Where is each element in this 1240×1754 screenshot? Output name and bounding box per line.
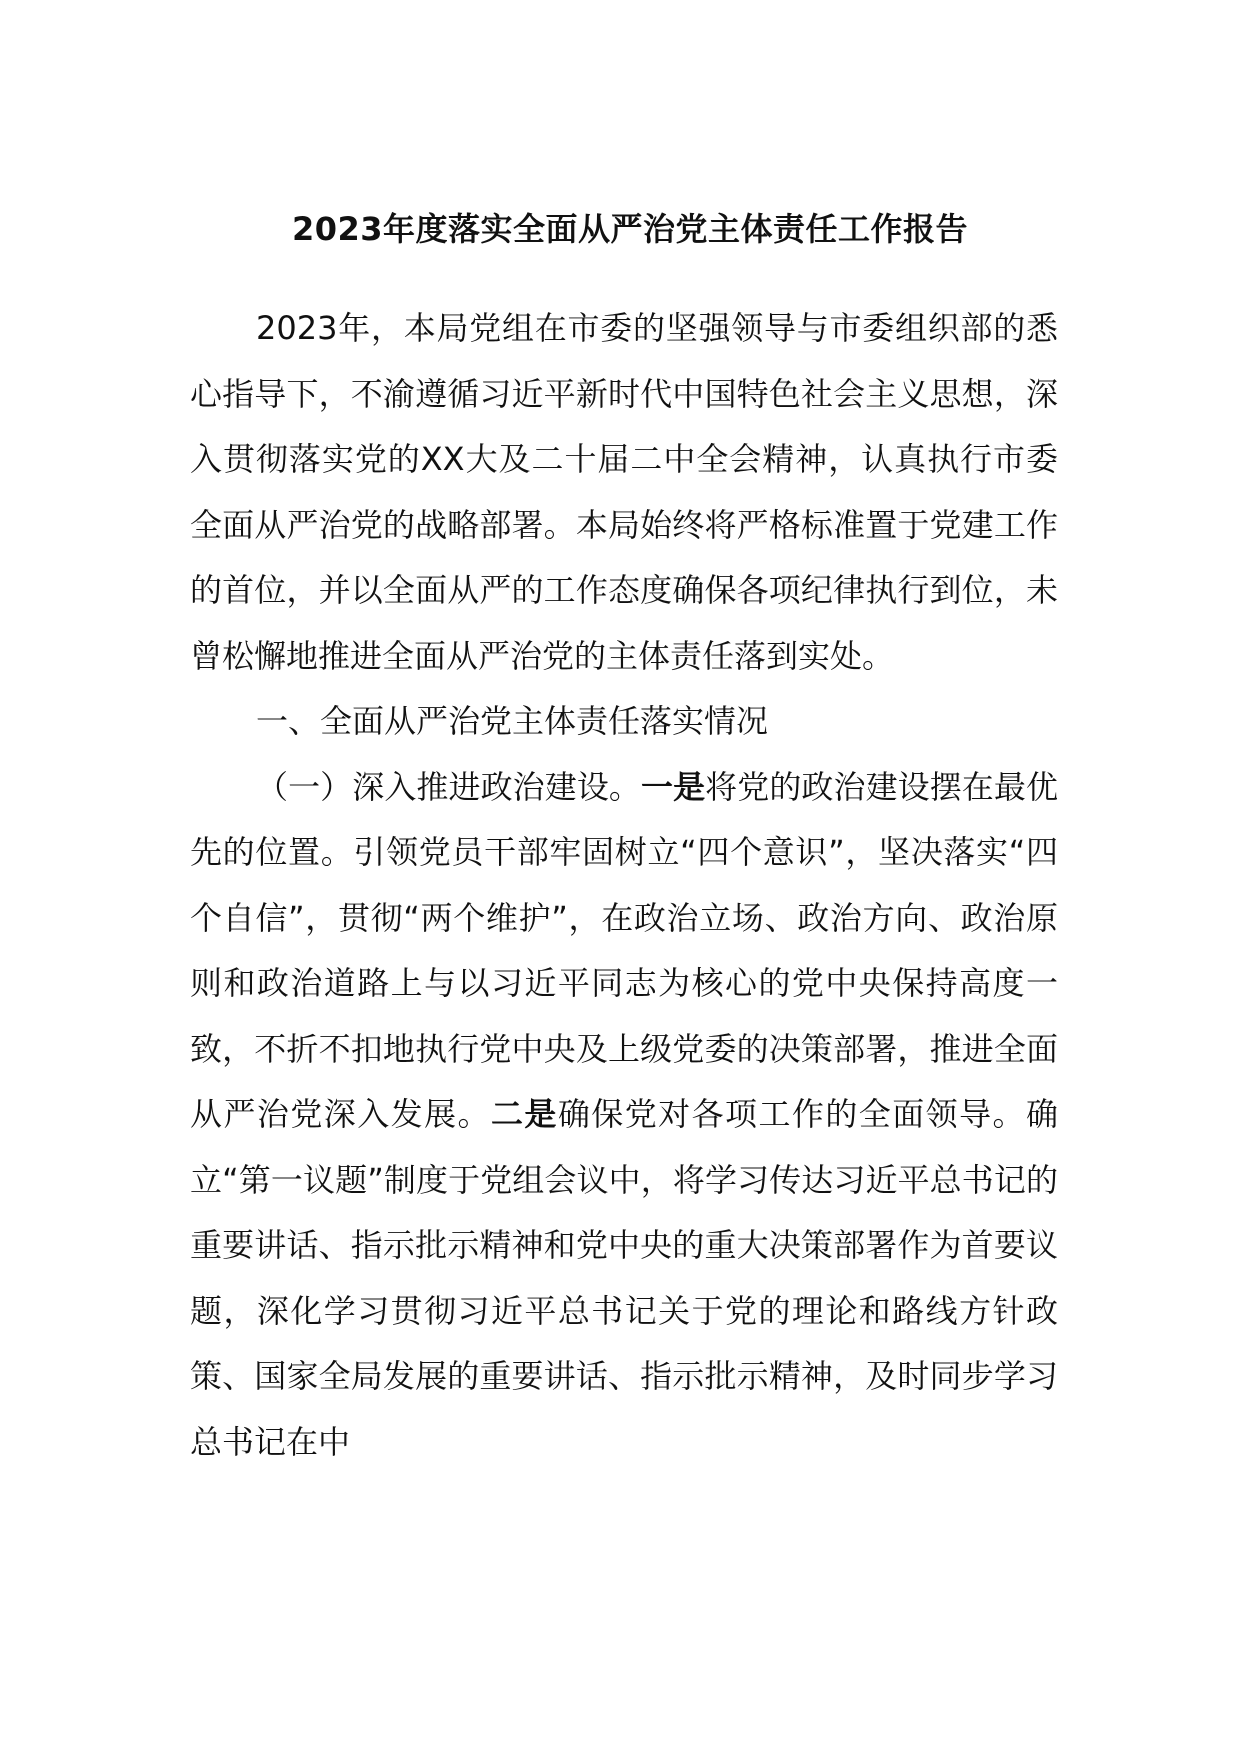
subsection-lead: （一）深入推进政治建设。 — [256, 767, 641, 806]
document-title: 2023年度落实全面从严治党主体责任工作报告 — [291, 210, 969, 248]
point-text-first: 将党的政治建设摆在最优先的位置。引领党员干部牢固树立“四个意识”，坚决落实“四个自信”，贯彻“两个维护”，在政治立场、政治方向、政治原则和政治道路上与以习近平同志为核心的党中央保持高度一致，不折不扣地执行党中央及上级党委的决策部署，推进全面从严治党深入发展。 — [190, 767, 1058, 1133]
document-body — [190, 296, 1058, 1475]
political-construction-paragraph — [190, 755, 1058, 1476]
point-marker-second: 二是 — [490, 1095, 558, 1133]
point-text-second: 确保党对各项工作的全面领导。确立“第一议题”制度于党组会议中，将学习传达习近平总书记的重要讲话、指示批示精神和党中央的重大决策部署作为首要议题，深化学习贯彻习近平总书记关于党的理论和路线方针政策、国家全局发展的重要讲话、指示批示精神，及时同步学习总书记在中 — [190, 1095, 1058, 1461]
intro-paragraph: 2023年，本局党组在市委的坚强领导与市委组织部的悉心指导下，不渝遵循习近平新时代中国特色社会主义思想，深入贯彻落实党的XX大及二十届二中全会精神，认真执行市委全面从严治党的战略部署。本局始终将严格标准置于党建工作的首位，并以全面从严的工作态度确保各项纪律执行到位，未曾松懈地推进全面从严治党的主体责任落到实处。 — [190, 309, 1058, 675]
point-marker-first: 一是 — [640, 767, 706, 806]
section-heading-1: 一、全面从严治党主体责任落实情况 — [256, 702, 769, 740]
